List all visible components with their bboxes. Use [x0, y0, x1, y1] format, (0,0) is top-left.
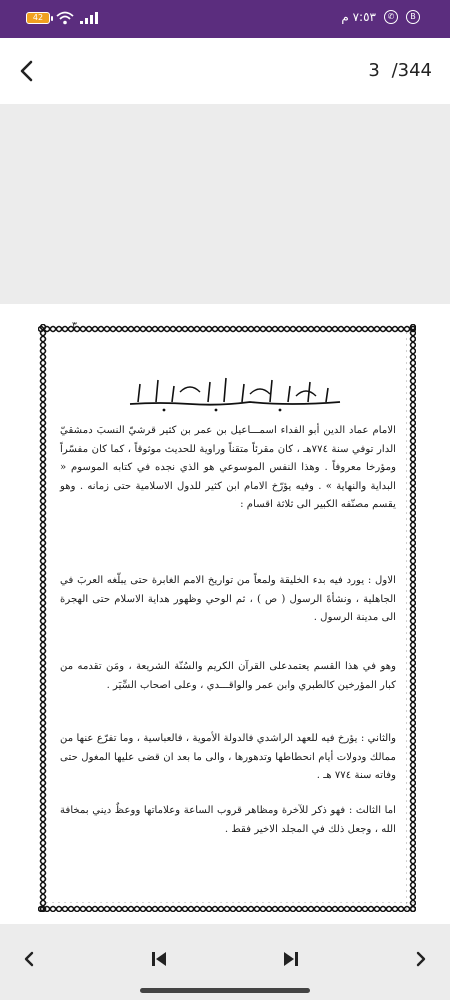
back-button[interactable]	[12, 56, 42, 86]
battery-icon	[26, 12, 50, 24]
status-time: ٧:٥٣ م	[341, 10, 376, 24]
first-page-button[interactable]	[142, 942, 176, 976]
paragraph-sources: وهو في هذا القسم يعتمدعلى القرآن الكريم والسُنّة الشريعة ، ومَن تقدمه من كبار المؤرخين كالطبري وابن عمر والواقـــدي ، وعلى اصحاب السِّيَر .	[60, 661, 396, 691]
chevron-left-icon	[12, 56, 42, 86]
signal-icon	[80, 12, 98, 24]
paragraph-second-part: والثاني : يؤرخ فيه للعهد الراشدي فالدولة الأموية ، فالعباسية ، وما تفرّع عنها من ممالك ودولات أيام انحطاطها وتدهورها ، والى ما بعد ان قضى عليها المغول حتى وفاته سنة ٧٧٤ هـ .	[60, 733, 396, 781]
chevron-right-icon	[411, 949, 431, 969]
whatsapp-icon: ✆	[384, 10, 398, 24]
skip-next-icon	[281, 949, 301, 969]
app-header	[0, 38, 450, 104]
wifi-icon	[56, 11, 74, 25]
page-counter	[368, 60, 432, 81]
document-viewer[interactable]	[0, 104, 450, 924]
previous-page-button[interactable]	[12, 942, 46, 976]
chevron-left-icon	[19, 949, 39, 969]
battery-level: 42	[32, 13, 44, 22]
status-right-group	[341, 10, 420, 24]
status-left-group	[26, 11, 98, 25]
page-total: /344	[391, 60, 432, 81]
paragraph-first-part: الاول : يورد فيه بدء الخليقة ولمعاً من تواريخ الامم الغابرة حتى يبلّغه العربَ في الجاهلية ، ونشأةَ الرسول ( ص ) ، ثم الوحي وظهور هداية الاسلام حتى الهجرة الى مدينة الرسول .	[60, 575, 396, 623]
document-page	[0, 304, 450, 932]
paragraph-third-part: اما الثالث : فهو ذكر للآخرة ومظاهر قروب الساعة وعلاماتها ووعظٌ ديني بمخافة الله ، وجعل ذلك في المجلد الاخير فقط .	[60, 805, 396, 835]
bismillah-calligraphy	[120, 372, 350, 414]
page-number: ٣	[72, 321, 77, 331]
last-page-button[interactable]	[274, 942, 308, 976]
status-bar	[0, 0, 450, 38]
home-indicator[interactable]	[140, 988, 310, 993]
skip-previous-icon	[149, 949, 169, 969]
next-page-button[interactable]	[404, 942, 438, 976]
paragraph-intro: الامام عماد الدين أبو الفداء اسمـــاعيل بن عمر بن كثير قرشيّ النسبَ دمشقيّ الدار توفي سنة ٧٧٤هـ ، كان مقرئاً متقناً وراوية للحديث موثوقاً ، كما كان مفسّراً ومؤرخا معروفاً . وهذا النفس الموسوعي هو الذي نجده في كتابه الموسوم « البداية والنهاية » . وفيه يؤرّخ الامام ابن كثير للدول الاسلامية حتى زمانه . وهو يقسم مصنّفه الكبير الى ثلاثة اقسام :	[60, 425, 396, 510]
notification-b-icon: B	[406, 10, 420, 24]
page-current: 3	[368, 60, 380, 81]
